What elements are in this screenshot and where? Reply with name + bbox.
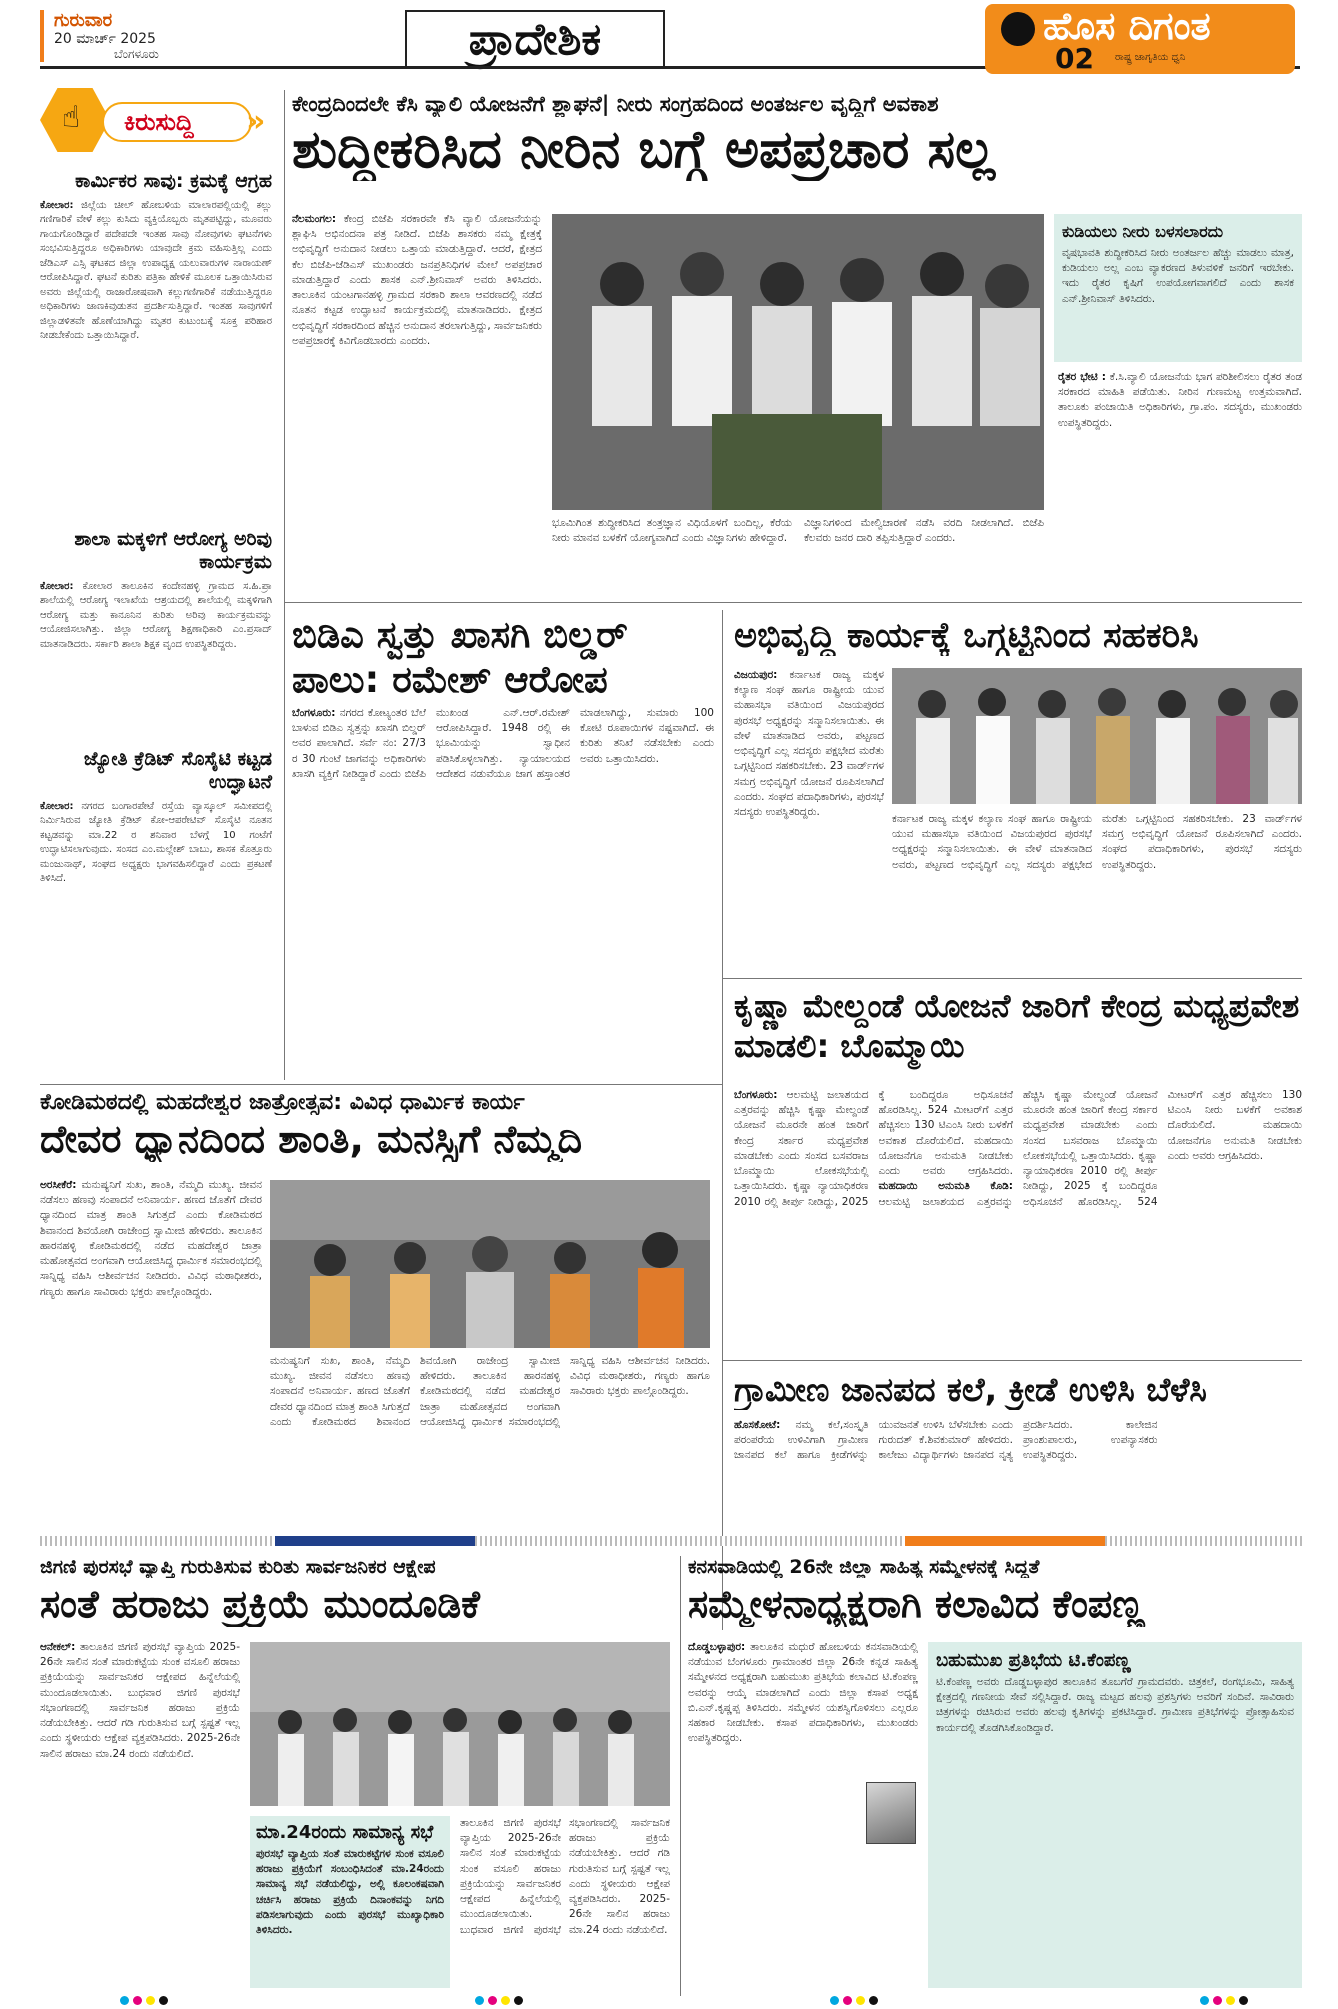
cooperation-text: ಕರ್ನಾಟಕ ರಾಜ್ಯ ಮಕ್ಕಳ ಕಲ್ಯಾಣ ಸಂಘ ಹಾಗೂ ರಾಷ್ಟ್ರೀಯ ಯುವ ಮಹಾಸಭಾ ವತಿಯಿಂದ ವಿಜಯಪುರದ ಪುರಸಭೆ ಅಧ್ಯಕ್ಷರನ್ನು ಸನ್ಮಾನಿಸಲಾಯಿತು. ಈ ವೇಳೆ ಮಾತನಾಡಿದ ಅವರು, ಪಟ್ಟಣದ ಅಭಿವೃದ್ಧಿಗೆ ಎಲ್ಲ ಸದಸ್ಯರು ಪಕ್ಷಭೇದ ಮರೆತು ಒಗ್ಗಟ್ಟಿನಿಂದ ಸಹಕರಿಸಬೇಕು. 23 ವಾರ್ಡ್‌ಗಳ ಸಮಗ್ರ ಅಭಿವೃದ್ಧಿಗೆ ಯೋಜನೆ ರೂಪಿಸಲಾಗಿದೆ ಎಂದರು. ಸಂಘದ ಪದಾಧಿಕಾರಿಗಳು, ಪುರಸಭೆ ಸದಸ್ಯರು ಉಪಸ್ಥಿತರಿದ್ದರು.	[734, 669, 884, 818]
sammelana-box-title: ಬಹುಮುಖ ಪ್ರತಿಭೆಯ ಟಿ.ಕೆಂಪಣ್ಣ	[936, 1650, 1131, 1671]
paper-tagline: ರಾಷ್ಟ್ರ ಜಾಗೃತಿಯ ಧ್ವನಿ	[1115, 52, 1186, 63]
mahadeshwara-dateline: ಅರಸೀಕೆರೆ:	[40, 1179, 77, 1191]
lead-headline: ಶುದ್ಧೀಕರಿಸಿದ ನೀರಿನ ಬಗ್ಗೆ ಅಪಪ್ರಚಾರ ಸಲ್ಲ	[292, 121, 996, 180]
cooperation-body	[734, 668, 884, 968]
sammelana-dateline: ದೊಡ್ಡಬಳ್ಳಾಪುರ:	[688, 1641, 746, 1653]
page-header	[0, 0, 1338, 75]
brief-text: ಜಿಲ್ಲೆಯ ಚೀಲ್ ಹೋಬಳಿಯ ಮಾಲಾರಪಲ್ಲಿಯಲ್ಲಿ ಕಲ್ಲು ಗಣಿಗಾರಿಕೆ ವೇಳೆ ಕಲ್ಲು ಕುಸಿದು ವ್ಯಕ್ತಿಯೊಬ್ಬರು ಮೃತಪಟ್ಟಿದ್ದು, ಮೂವರು ಗಾಯಗೊಂಡಿದ್ದಾರೆ ಪದೇಪದೇ ಇಂತಹ ಸಾವು ನೋವುಗಳು ಘಟನೆಗಳು ಸಂಭವಿಸುತ್ತಿದ್ದರೂ ಅಧಿಕಾರಿಗಳು ಯಾವುದೇ ಕ್ರಮ ವಹಿಸುತ್ತಿಲ್ಲ ಎಂದು ಜೆಡಿಎಸ್ ಎಸ್ಸಿ ಘಟಕದ ಜಿಲ್ಲಾ ಉಪಾಧ್ಯಕ್ಷ ಯಲುವಾರುಗಳ ನಾರಾಯಣ್ ಆರೋಪಿಸಿದ್ದಾರೆ. ಘಟನೆ ಕುರಿತು ಪತ್ರಿಕಾ ಹೇಳಿಕೆ ಮೂಲಕ ಒತ್ತಾಯಿಸಿರುವ ಅವರು ಜಿಲ್ಲೆಯಲ್ಲಿ ರಾಜಾರೋಷವಾಗಿ ಕಲ್ಲುಗಣಿಗಾರಿಕೆ ನಡೆಯುತ್ತಿದ್ದರೂ ಅಧಿಕಾರಿಗಳು ಜಾಣಕಿವುಡುತನ ಪ್ರದರ್ಶಿಸುತ್ತಿದ್ದಾರೆ. ಇಂತಹ ಸಾವುಗಳಿಗೆ ಜಿಲ್ಲಾಡಳಿತವೇ ಹೊಣೆಯಾಗಿದ್ದು ಮೃತರ ಕುಟುಂಬಕ್ಕೆ ಸೂಕ್ತ ಪರಿಹಾರ ನೀಡಬೇಕೆಂದು ಒತ್ತಾಯಿಸಿದ್ದಾರೆ.	[40, 199, 272, 342]
santhe-photo	[250, 1642, 670, 1806]
santhe-text: ತಾಲೂಕಿನ ಜಿಗಣಿ ಪುರಸಭೆ ವ್ಯಾಪ್ತಿಯ 2025-26ನೇ ಸಾಲಿನ ಸಂತೆ ಮಾರುಕಟ್ಟೆಯ ಸುಂಕ ವಸೂಲಿ ಹರಾಜು ಪ್ರಕ್ರಿಯೆಯನ್ನು ಸಾರ್ವಜನಿಕರ ಆಕ್ಷೇಪದ ಹಿನ್ನೆಲೆಯಲ್ಲಿ ಮುಂದೂಡಲಾಯಿತು. ಬುಧವಾರ ಜಿಗಣಿ ಪುರಸಭೆ ಸಭಾಂಗಣದಲ್ಲಿ ಸಾರ್ವಜನಿಕ ಹರಾಜು ಪ್ರಕ್ರಿಯೆ ನಡೆಯಬೇಕಿತ್ತು. ಆದರೆ ಗಡಿ ಗುರುತಿಸುವ ಬಗ್ಗೆ ಸ್ಪಷ್ಟತೆ ಇಲ್ಲ ಎಂದು ಸ್ಥಳೀಯರು ಆಕ್ಷೇಪ ವ್ಯಕ್ತಪಡಿಸಿದರು. 2025-26ನೇ ಸಾಲಿನ ಹರಾಜು ಮಾ.24 ರಂದು ನಡೆಯಲಿದೆ.	[40, 1641, 240, 1760]
lamp-logo-icon	[1001, 12, 1035, 46]
chevron-right-icon: »	[246, 104, 266, 139]
mahadeshwara-photo-figures	[270, 1180, 710, 1348]
krishna-body	[734, 1088, 1302, 1348]
brief-item	[40, 528, 272, 750]
brief-body	[40, 199, 272, 529]
mahadeshwara-headline: ದೇವರ ಧ್ಯಾನದಿಂದ ಶಾಂತಿ, ಮನಸ್ಸಿಗೆ ನೆಮ್ಮದಿ	[40, 1117, 583, 1161]
krishna-subhead: ಮಹದಾಯಿ ಅನುಮತಿ ಕೊಡಿ:	[878, 1180, 1013, 1193]
paper-name: ಹೊಸ ದಿಗಂತ	[1043, 4, 1211, 48]
lead-photo	[552, 214, 1044, 510]
brief-dateline: ಕೋಲಾರ:	[40, 199, 74, 211]
lead-body-col3	[804, 516, 1044, 592]
blue-accent-bar	[275, 1536, 475, 1546]
mahadeshwara-text: ಮನುಷ್ಯನಿಗೆ ಸುಖ, ಶಾಂತಿ, ನೆಮ್ಮದಿ ಮುಖ್ಯ. ಜೀವನ ನಡೆಸಲು ಹಣವು ಸಂಪಾದನೆ ಅನಿವಾರ್ಯ. ಹಣದ ಜೊತೆಗೆ ದೇವರ ಧ್ಯಾನದಿಂದ ಮಾತ್ರ ಶಾಂತಿ ಸಿಗುತ್ತದೆ ಎಂದು ಕೋಡಿಮಠದ ಶಿವಾನಂದ ಶಿವಯೋಗಿ ರಾಜೇಂದ್ರ ಸ್ವಾಮೀಜಿ ಹೇಳಿದರು. ತಾಲೂಕಿನ ಹಾರನಹಳ್ಳಿ ಕೋಡಿಮಠದಲ್ಲಿ ನಡೆದ ಮಹದೇಶ್ವರ ಜಾತ್ರಾ ಮಹೋತ್ಸವದ ಅಂಗವಾಗಿ ಆಯೋಜಿಸಿದ್ದ ಧಾರ್ಮಿಕ ಸಮಾರಂಭದಲ್ಲಿ ಸಾನ್ನಿಧ್ಯ ವಹಿಸಿ ಆಶೀರ್ವಚನ ನೀಡಿದರು. ವಿವಿಧ ಮಠಾಧೀಶರು, ಗಣ್ಯರು ಹಾಗೂ ಸಾವಿರಾರು ಭಕ್ತರು ಪಾಲ್ಗೊಂಡಿದ್ದರು.	[40, 1179, 262, 1298]
section-divider	[284, 1084, 722, 1085]
brief-dateline: ಕೋಲಾರ:	[40, 580, 74, 592]
lead-subhead: ರೈತರ ಭೇಟಿ :	[1058, 371, 1106, 383]
brief-headline: ಶಾಲಾ ಮಕ್ಕಳಿಗೆ ಆರೋಗ್ಯ ಅರಿವು ಕಾರ್ಯಕ್ರಮ	[74, 528, 272, 573]
registration-marks	[830, 1996, 878, 2005]
sammelana-headline: ಸಮ್ಮೇಳನಾಧ್ಯಕ್ಷರಾಗಿ ಕಲಾವಿದ ಕೆಂಪಣ್ಣ	[688, 1582, 1145, 1626]
mahadeshwara-story	[40, 1090, 720, 1162]
column-divider	[284, 90, 285, 1080]
santhe-body-cont	[460, 1816, 670, 1988]
santhe-headline: ಸಂತೆ ಹರಾಜು ಪ್ರಕ್ರಿಯೆ ಮುಂದೂಡಿಕೆ	[40, 1582, 480, 1626]
lead-box-text: ವೃಷಭಾವತಿ ಶುದ್ಧೀಕರಿಸಿದ ನೀರು ಅಂತರ್ಜಲ ಹೆಚ್ಚು ಮಾಡಲು ಮಾತ್ರ, ಕುಡಿಯಲು ಅಲ್ಲ ಎಂಬ ವ್ಯಾಕರಣದ ತಿಳುವಳಿಕೆ ಜನರಿಗೆ ಇರಬೇಕು. ಇದು ರೈತರ ಕೃಷಿಗೆ ಉಪಯೋಗವಾಗಲಿದೆ ಎಂದು ಶಾಸಕ ಎನ್.ಶ್ರೀನಿವಾಸ್ ತಿಳಿಸಿದರು.	[1062, 247, 1294, 305]
cooperation-body-cont	[892, 812, 1302, 968]
folk-dateline: ಹೊಸಕೋಟೆ:	[734, 1419, 781, 1431]
kiru-suddi-column	[40, 88, 278, 1088]
lead-side-box	[1054, 214, 1302, 362]
section-separator-bar	[40, 1536, 1302, 1546]
santhe-kicker: ಜಿಗಣಿ ಪುರಸಭೆ ವ್ಯಾಪ್ತಿ ಗುರುತಿಸುವ ಕುರಿತು ಸಾರ್ವಜನಿಕರ ಆಕ್ಷೇಪ	[40, 1556, 436, 1578]
folk-text: ನಮ್ಮ ಕಲೆ,ಸಂಸ್ಕೃತಿ ಪರಂಪರೆಯ ಉಳಿವಿಗಾಗಿ ಗ್ರಾಮೀಣ ಜಾನಪದ ಕಲೆ ಹಾಗೂ ಕ್ರೀಡೆಗಳನ್ನು ಯುವಜನತೆ ಉಳಿಸಿ ಬೆಳೆಸಬೇಕು ಎಂದು ಗುರುದತ್ ಕೆ.ಶಿವಕುಮಾರ್ ಹೇಳಿದರು. ಕಾಲೇಜು ವಿದ್ಯಾರ್ಥಿಗಳು ಜಾನಪದ ನೃತ್ಯ ಪ್ರದರ್ಶಿಸಿದರು. ಕಾಲೇಜಿನ ಪ್ರಾಂಶುಪಾಲರು, ಉಪನ್ಯಾಸಕರು ಉಪಸ್ಥಿತರಿದ್ದರು.	[734, 1419, 1158, 1462]
bda-story	[292, 612, 712, 702]
lead-body-col1	[292, 212, 542, 592]
folk-headline: ಗ್ರಾಮೀಣ ಜಾನಪದ ಕಲೆ, ಕ್ರೀಡೆ ಉಳಿಸಿ ಬೆಳೆಸಿ	[734, 1370, 1207, 1409]
santhe-body	[40, 1640, 240, 1990]
santhe-text-cont: ತಾಲೂಕಿನ ಜಿಗಣಿ ಪುರಸಭೆ ವ್ಯಾಪ್ತಿಯ 2025-26ನೇ ಸಾಲಿನ ಸಂತೆ ಮಾರುಕಟ್ಟೆಯ ಸುಂಕ ವಸೂಲಿ ಹರಾಜು ಪ್ರಕ್ರಿಯೆಯನ್ನು ಸಾರ್ವಜನಿಕರ ಆಕ್ಷೇಪದ ಹಿನ್ನೆಲೆಯಲ್ಲಿ ಮುಂದೂಡಲಾಯಿತು. ಬುಧವಾರ ಜಿಗಣಿ ಪುರಸಭೆ ಸಭಾಂಗಣದಲ್ಲಿ ಸಾರ್ವಜನಿಕ ಹರಾಜು ಪ್ರಕ್ರಿಯೆ ನಡೆಯಬೇಕಿತ್ತು. ಆದರೆ ಗಡಿ ಗುರುತಿಸುವ ಬಗ್ಗೆ ಸ್ಪಷ್ಟತೆ ಇಲ್ಲ ಎಂದು ಸ್ಥಳೀಯರು ಆಕ್ಷೇಪ ವ್ಯಕ್ತಪಡಿಸಿದರು. 2025-26ನೇ ಸಾಲಿನ ಹರಾಜು ಮಾ.24 ರಂದು ನಡೆಯಲಿದೆ.	[460, 1817, 670, 1936]
santhe-box-text: ಪುರಸಭೆ ವ್ಯಾಪ್ತಿಯ ಸಂತೆ ಮಾರುಕಟ್ಟೆಗಳ ಸುಂಕ ವಸೂಲಿ ಹರಾಜು ಪ್ರಕ್ರಿಯೆಗೆ ಸಂಬಂಧಿಸಿದಂತೆ ಮಾ.24ರಂದು ಸಾಮಾನ್ಯ ಸಭೆ ನಡೆಯಲಿದ್ದು, ಅಲ್ಲಿ ಕೂಲಂಕಷವಾಗಿ ಚರ್ಚಿಸಿ ಹರಾಜು ಪ್ರಕ್ರಿಯೆ ದಿನಾಂಕವನ್ನು ನಿಗದಿ ಪಡಿಸಲಾಗುವುದು ಎಂದು ಪುರಸಭೆ ಮುಖ್ಯಾಧಿಕಾರಿ ತಿಳಿಸಿದರು.	[256, 1848, 444, 1937]
krishna-headline: ಕೃಷ್ಣಾ ಮೇಲ್ದಂಡೆ ಯೋಜನೆ ಜಾರಿಗೆ ಕೇಂದ್ರ ಮಧ್ಯಪ್ರವೇಶ ಮಾಡಲಿ: ಬೊಮ್ಮಾಯಿ	[734, 987, 1300, 1065]
mahadeshwara-body	[40, 1178, 262, 1538]
hand-pointer-icon: ☝	[62, 100, 81, 135]
registration-marks	[475, 1996, 523, 2005]
kiru-suddi-badge	[40, 88, 270, 158]
cooperation-text-cont: ಕರ್ನಾಟಕ ರಾಜ್ಯ ಮಕ್ಕಳ ಕಲ್ಯಾಣ ಸಂಘ ಹಾಗೂ ರಾಷ್ಟ್ರೀಯ ಯುವ ಮಹಾಸಭಾ ವತಿಯಿಂದ ವಿಜಯಪುರದ ಪುರಸಭೆ ಅಧ್ಯಕ್ಷರನ್ನು ಸನ್ಮಾನಿಸಲಾಯಿತು. ಈ ವೇಳೆ ಮಾತನಾಡಿದ ಅವರು, ಪಟ್ಟಣದ ಅಭಿವೃದ್ಧಿಗೆ ಎಲ್ಲ ಸದಸ್ಯರು ಪಕ್ಷಭೇದ ಮರೆತು ಒಗ್ಗಟ್ಟಿನಿಂದ ಸಹಕರಿಸಬೇಕು. 23 ವಾರ್ಡ್‌ಗಳ ಸಮಗ್ರ ಅಭಿವೃದ್ಧಿಗೆ ಯೋಜನೆ ರೂಪಿಸಲಾಗಿದೆ ಎಂದರು. ಸಂಘದ ಪದಾಧಿಕಾರಿಗಳು, ಪುರಸಭೆ ಸದಸ್ಯರು ಉಪಸ್ಥಿತರಿದ್ದರು.	[892, 813, 1302, 871]
brief-dateline: ಕೋಲಾರ:	[40, 800, 74, 812]
sammelana-kicker: ಕನಸವಾಡಿಯಲ್ಲಿ 26ನೇ ಜಿಲ್ಲಾ ಸಾಹಿತ್ಯ ಸಮ್ಮೇಳನಕ್ಕೆ ಸಿದ್ಧತೆ	[688, 1556, 1040, 1578]
sammelana-box-text: ಟಿ.ಕೆಂಪಣ್ಣ ಅವರು ದೊಡ್ಡಬಳ್ಳಾಪುರ ತಾಲೂಕಿನ ತೂಬಗೆರೆ ಗ್ರಾಮದವರು. ಚಿತ್ರಕಲೆ, ರಂಗಭೂಮಿ, ಸಾಹಿತ್ಯ ಕ್ಷೇತ್ರದಲ್ಲಿ ಗಣನೀಯ ಸೇವೆ ಸಲ್ಲಿಸಿದ್ದಾರೆ. ರಾಜ್ಯ ಮಟ್ಟದ ಹಲವು ಪ್ರಶಸ್ತಿಗಳು ಅವರಿಗೆ ಸಂದಿವೆ. ಸಾವಿರಾರು ಚಿತ್ರಗಳನ್ನು ರಚಿಸಿರುವ ಅವರು ಹಲವು ಕೃತಿಗಳನ್ನು ಪ್ರಕಟಿಸಿದ್ದಾರೆ. ಗ್ರಾಮೀಣ ಪ್ರತಿಭೆಗಳನ್ನು ಪ್ರೋತ್ಸಾಹಿಸುವ ಕಾರ್ಯದಲ್ಲಿ ತೊಡಗಿಸಿಕೊಂಡಿದ್ದಾರೆ.	[936, 1676, 1294, 1734]
brief-text: ಕೋಲಾರ ತಾಲೂಕಿನ ಕಂದೇನಹಳ್ಳಿ ಗ್ರಾಮದ ಸ.ಹಿ.ಪ್ರಾ ಶಾಲೆಯಲ್ಲಿ ಆರೋಗ್ಯ ಇಲಾಖೆಯ ಆಶ್ರಯದಲ್ಲಿ ಶಾಲೆಯಲ್ಲಿ ಮಕ್ಕಳಿಗಾಗಿ ಆರೋಗ್ಯ ಮತ್ತು ಕಾನೂನಿನ ಕುರಿತು ಅರಿವು ಕಾರ್ಯಕ್ರಮವನ್ನು ಆಯೋಜಿಸಲಾಗಿತ್ತು. ಜಿಲ್ಲಾ ಆರೋಗ್ಯ ಶಿಕ್ಷಣಾಧಿಕಾರಿ ಎಂ.ಪ್ರಸಾದ್ ಮಾತನಾಡಿದರು. ಸರ್ಕಾರಿ ಶಾಲಾ ಶಿಕ್ಷಕ ವೃಂದ ಉಪಸ್ಥಿತರಿದ್ದರು.	[40, 580, 272, 650]
section-divider	[722, 978, 1302, 979]
brief-headline: ಕಾರ್ಮಿಕರ ಸಾವು: ಕ್ರಮಕ್ಕೆ ಆಗ್ರಹ	[75, 170, 272, 192]
brief-body	[40, 800, 272, 1090]
masthead	[985, 4, 1295, 74]
mahadeshwara-text-cont: ಮನುಷ್ಯನಿಗೆ ಸುಖ, ಶಾಂತಿ, ನೆಮ್ಮದಿ ಮುಖ್ಯ. ಜೀವನ ನಡೆಸಲು ಹಣವು ಸಂಪಾದನೆ ಅನಿವಾರ್ಯ. ಹಣದ ಜೊತೆಗೆ ದೇವರ ಧ್ಯಾನದಿಂದ ಮಾತ್ರ ಶಾಂತಿ ಸಿಗುತ್ತದೆ ಎಂದು ಕೋಡಿಮಠದ ಶಿವಾನಂದ ಶಿವಯೋಗಿ ರಾಜೇಂದ್ರ ಸ್ವಾಮೀಜಿ ಹೇಳಿದರು. ತಾಲೂಕಿನ ಹಾರನಹಳ್ಳಿ ಕೋಡಿಮಠದಲ್ಲಿ ನಡೆದ ಮಹದೇಶ್ವರ ಜಾತ್ರಾ ಮಹೋತ್ಸವದ ಅಂಗವಾಗಿ ಆಯೋಜಿಸಿದ್ದ ಧಾರ್ಮಿಕ ಸಮಾರಂಭದಲ್ಲಿ ಸಾನ್ನಿಧ್ಯ ವಹಿಸಿ ಆಶೀರ್ವಚನ ನೀಡಿದರು. ವಿವಿಧ ಮಠಾಧೀಶರು, ಗಣ್ಯರು ಹಾಗೂ ಸಾವಿರಾರು ಭಕ್ತರು ಪಾಲ್ಗೊಂಡಿದ್ದರು.	[270, 1355, 710, 1428]
lead-box-title: ಕುಡಿಯಲು ನೀರು ಬಳಸಲಾರದು	[1062, 222, 1224, 241]
kiru-pill	[102, 102, 252, 142]
sammelana-text: ತಾಲೂಕಿನ ಮಧುರೆ ಹೋಬಳಿಯ ಕನಸವಾಡಿಯಲ್ಲಿ ನಡೆಯುವ ಬೆಂಗಳೂರು ಗ್ರಾಮಾಂತರ ಜಿಲ್ಲಾ 26ನೇ ಕನ್ನಡ ಸಾಹಿತ್ಯ ಸಮ್ಮೇಳನದ ಅಧ್ಯಕ್ಷರಾಗಿ ಬಹುಮುಖ ಪ್ರತಿಭೆಯ ಕಲಾವಿದ ಟಿ.ಕೆಂಪಣ್ಣ ಅವರನ್ನು ಆಯ್ಕೆ ಮಾಡಲಾಗಿದೆ ಎಂದು ಜಿಲ್ಲಾ ಕಸಾಪ ಅಧ್ಯಕ್ಷ ಬಿ.ಎನ್.ಕೃಷ್ಣಪ್ಪ ತಿಳಿಸಿದರು. ಸಮ್ಮೇಳನ ಯಶಸ್ವಿಗೊಳಿಸಲು ಎಲ್ಲರೂ ಸಹಕಾರ ನೀಡಬೇಕು. ಕಸಾಪ ಪದಾಧಿಕಾರಿಗಳು, ಮುಖಂಡರು ಉಪಸ್ಥಿತರಿದ್ದರು.	[688, 1641, 918, 1745]
santhe-box-title: ಮಾ.24ರಂದು ಸಾಮಾನ್ಯ ಸಭೆ	[256, 1822, 434, 1843]
bda-text: ನಗರದ ಕೋಟ್ಯಂತರ ಬೆಲೆ ಬಾಳುವ ಬಿಡಿಎ ಸ್ವತ್ತನ್ನು ಖಾಸಗಿ ಬಿಲ್ಡರ್ ಅವರ ಪಾಲಾಗಿದೆ. ಸರ್ವೆ ನಂ: 27/3 ರ 30 ಗುಂಟೆ ಜಾಗವನ್ನು ಅಧಿಕಾರಿಗಳು ಖಾಸಗಿ ವ್ಯಕ್ತಿಗೆ ನೀಡಿದ್ದಾರೆ ಎಂದು ಬಿಜೆಪಿ ಮುಖಂಡ ಎನ್.ಆರ್.ರಮೇಶ್ ಆರೋಪಿಸಿದ್ದಾರೆ. 1948 ರಲ್ಲಿ ಈ ಭೂಮಿಯನ್ನು ಸ್ವಾಧೀನ ಪಡಿಸಿಕೊಳ್ಳಲಾಗಿತ್ತು. ನ್ಯಾಯಾಲಯದ ಆದೇಶದ ನಡುವೆಯೂ ಜಾಗ ಹಸ್ತಾಂತರ ಮಾಡಲಾಗಿದ್ದು, ಸುಮಾರು 100 ಕೋಟಿ ರೂಪಾಯಿಗಳ ನಷ್ಟವಾಗಿದೆ. ಈ ಕುರಿತು ತನಿಖೆ ನಡೆಸಬೇಕು ಎಂದು ಅವರು ಒತ್ತಾಯಿಸಿದರು.	[292, 707, 714, 780]
brief-body	[40, 580, 272, 750]
brief-text: ನಗರದ ಬಂಗಾರಪೇಟೆ ರಸ್ತೆಯ ವ್ಯಾಸ್ಕೂಲ್‌ ಸಮೀಪದಲ್ಲಿ ನಿರ್ಮಿಸಿರುವ ಜ್ಯೋತಿ ಕ್ರೆಡಿಟ್ ಕೋ-ಆಪರೇಟಿವ್ ಸೊಸೈಟಿ ನೂತನ ಕಟ್ಟಡವನ್ನು ಮಾ.22 ರ ಶನಿವಾರ ಬೆಳಗ್ಗೆ 10 ಗಂಟೆಗೆ ಉದ್ಘಾಟಿಸಲಾಗುವುದು. ಸಂಸದ ಎಂ.ಮಲ್ಲೇಶ್ ಬಾಬು, ಶಾಸಕ ಕೊತ್ತೂರು ಮಂಜುನಾಥ್, ಸಂಘದ ಅಧ್ಯಕ್ಷರು ಭಾಗವಹಿಸಲಿದ್ದಾರೆ ಎಂದು ಪ್ರಕಟಣೆ ತಿಳಿಸಿದೆ.	[40, 800, 272, 885]
section-divider	[40, 1084, 284, 1085]
section-title: ಪ್ರಾದೇಶಿಕ	[468, 13, 602, 65]
santhe-dateline: ಆನೇಕಲ್:	[40, 1641, 76, 1653]
krishna-text-2: ಆಲಮಟ್ಟಿ ಜಲಾಶಯದ ಎತ್ತರವನ್ನು ಹೆಚ್ಚಿಸಿ ಕೃಷ್ಣಾ ಮೇಲ್ದಂಡೆ ಯೋಜನೆ ಮೂರನೇ ಹಂತ ಜಾರಿಗೆ ಕೇಂದ್ರ ಸರ್ಕಾರ ಮಧ್ಯಪ್ರವೇಶ ಮಾಡಬೇಕು ಎಂದು ಸಂಸದ ಬಸವರಾಜ ಬೊಮ್ಮಾಯಿ ಲೋಕಸಭೆಯಲ್ಲಿ ಒತ್ತಾಯಿಸಿದರು. ಕೃಷ್ಣಾ ನ್ಯಾಯಾಧಿಕರಣ 2010 ರಲ್ಲಿ ತೀರ್ಪು ನೀಡಿದ್ದು, 2025 ಕ್ಕೆ ಬಂದಿದ್ದರೂ ಅಧಿಸೂಚನೆ ಹೊರಡಿಸಿಲ್ಲ. 524 ಮೀಟರ್‌ಗೆ ಎತ್ತರ ಹೆಚ್ಚಿಸಲು 130 ಟಿಎಂಸಿ ನೀರು ಬಳಕೆಗೆ ಅವಕಾಶ ದೊರೆಯಲಿದೆ. ಮಹದಾಯಿ ಯೋಜನೆಗೂ ಅನುಮತಿ ನೀಡಬೇಕು ಎಂದು ಅವರು ಆಗ್ರಹಿಸಿದರು.	[878, 1089, 1302, 1208]
column-divider	[722, 610, 723, 1630]
lead-box-below-text: ಕೆ.ಸಿ.ವ್ಯಾಲಿ ಯೋಜನೆಯ ಭಾಗ ಪರಿಶೀಲಿಸಲು ರೈತರ ತಂಡ ಸರಕಾರದ ಮಾಹಿತಿ ಪಡೆಯಿತು. ನೀರಿನ ಗುಣಮಟ್ಟ ಉತ್ತಮವಾಗಿದೆ. ತಾಲೂಕು ಪಂಚಾಯಿತಿ ಅಧಿಕಾರಿಗಳು, ಗ್ರಾ.ಪಂ. ಸದಸ್ಯರು, ಮುಖಂಡರು ಉಪಸ್ಥಿತರಿದ್ದರು.	[1058, 371, 1302, 429]
lead-text-right: ವಿಜ್ಞಾನಿಗಳಿಂದ ಮೇಲ್ವಿಚಾರಣೆ ನಡೆಸಿ ವರದಿ ನೀಡಲಾಗಿದೆ. ಬಿಜೆಪಿ ಕೆಲವರು ಜನರ ದಾರಿ ತಪ್ಪಿಸುತ್ತಿದ್ದಾರೆ ಎಂದರು.	[804, 517, 1044, 545]
author-portrait	[866, 1782, 916, 1844]
cooperation-headline: ಅಭಿವೃದ್ಧಿ ಕಾರ್ಯಕ್ಕೆ ಒಗ್ಗಟ್ಟಿನಿಂದ ಸಹಕರಿಸಿ	[734, 616, 1199, 656]
issue-day: ಗುರುವಾರ	[54, 10, 113, 31]
orange-accent-bar	[905, 1536, 1105, 1546]
date-block	[40, 10, 240, 62]
kiru-suddi-label: ಕಿರುಸುದ್ದಿ	[124, 108, 194, 136]
section-divider	[284, 602, 1302, 603]
lead-dateline: ನೆಲಮಂಗಲ:	[292, 213, 337, 225]
lead-photo-figures	[552, 214, 1044, 510]
santhe-photo-figures	[250, 1642, 670, 1806]
section-divider	[722, 1360, 1302, 1361]
section-tab	[405, 10, 665, 66]
sammelana-box	[928, 1642, 1302, 1988]
lead-body-col2	[552, 516, 792, 592]
folk-body	[734, 1418, 1302, 1538]
santhe-box	[250, 1816, 450, 1988]
page-number: 02	[1055, 42, 1094, 75]
cooperation-dateline: ವಿಜಯಪುರ:	[734, 669, 778, 681]
brief-item	[40, 748, 272, 1090]
column-divider	[680, 1556, 681, 1996]
krishna-dateline: ಬೆಂಗಳೂರು:	[734, 1089, 778, 1101]
registration-marks	[1200, 1996, 1248, 2005]
brief-headline: ಜ್ಯೋತಿ ಕ್ರೆಡಿಟ್ ಸೊಸೈಟಿ ಕಟ್ಟಡ ಉದ್ಘಾಟನೆ	[83, 748, 272, 793]
brief-item	[40, 170, 272, 529]
sammelana-story	[688, 1556, 1302, 1627]
lead-story	[292, 92, 1302, 181]
cooperation-photo-figures	[892, 668, 1302, 804]
issue-city: ಬೆಂಗಳೂರು	[114, 47, 159, 61]
cooperation-photo	[892, 668, 1302, 804]
registration-marks	[120, 1996, 168, 2005]
mahadeshwara-kicker: ಕೋಡಿಮಠದಲ್ಲಿ ಮಹದೇಶ್ವರ ಜಾತ್ರೋತ್ಸವ: ವಿವಿಧ ಧಾರ್ಮಿಕ ಕಾರ್ಯ	[40, 1090, 525, 1115]
mahadeshwara-photo	[270, 1180, 710, 1348]
lead-text-mid: ಭೂಮಿಗಿಂತ ಶುದ್ಧೀಕರಿಸಿದ ತಂತ್ರಜ್ಞಾನ ವಿಧಿಯೊಳಗೆ ಬಂದಿಲ್ಲ, ಕೆರೆಯ ನೀರು ಮಾನವ ಬಳಕೆಗೆ ಯೋಗ್ಯವಾಗಿದೆ ಎಂದು ವಿಜ್ಞಾನಿಗಳು ಹೇಳಿದ್ದಾರೆ.	[552, 517, 792, 545]
santhe-story	[40, 1556, 676, 1627]
krishna-text: ಆಲಮಟ್ಟಿ ಜಲಾಶಯದ ಎತ್ತರವನ್ನು ಹೆಚ್ಚಿಸಿ ಕೃಷ್ಣಾ ಮೇಲ್ದಂಡೆ ಯೋಜನೆ ಮೂರನೇ ಹಂತ ಜಾರಿಗೆ ಕೇಂದ್ರ ಸರ್ಕಾರ ಮಧ್ಯಪ್ರವೇಶ ಮಾಡಬೇಕು ಎಂದು ಸಂಸದ ಬಸವರಾಜ ಬೊಮ್ಮಾಯಿ ಲೋಕಸಭೆಯಲ್ಲಿ ಒತ್ತಾಯಿಸಿದರು. ಕೃಷ್ಣಾ ನ್ಯಾಯಾಧಿಕರಣ 2010 ರಲ್ಲಿ ತೀರ್ಪು ನೀಡಿದ್ದು, 2025 ಕ್ಕೆ ಬಂದಿದ್ದರೂ ಅಧಿಸೂಚನೆ ಹೊರಡಿಸಿಲ್ಲ. 524 ಮೀಟರ್‌ಗೆ ಎತ್ತರ ಹೆಚ್ಚಿಸಲು 130 ಟಿಎಂಸಿ ನೀರು ಬಳಕೆಗೆ ಅವಕಾಶ ದೊರೆಯಲಿದೆ. ಮಹದಾಯಿ ಯೋಜನೆಗೂ ಅನುಮತಿ ನೀಡಬೇಕು ಎಂದು ಅವರು ಆಗ್ರಹಿಸಿದರು.	[734, 1089, 1013, 1208]
mahadeshwara-body-cont	[270, 1354, 710, 1540]
bda-body	[292, 706, 714, 1076]
lead-kicker: ಕೇಂದ್ರದಿಂದಲೇ ಕೆಸಿ ವ್ಯಾಲಿ ಯೋಜನೆಗೆ ಶ್ಲಾಘನೆ| ನೀರು ಸಂಗ್ರಹದಿಂದ ಅಂತರ್ಜಲ ವೃದ್ಧಿಗೆ ಅವಕಾಶ	[292, 92, 939, 116]
lead-box-below	[1058, 370, 1302, 592]
lead-text: ಕೇಂದ್ರ ಬಿಜೆಪಿ ಸರಕಾರವೇ ಕೆಸಿ ವ್ಯಾಲಿ ಯೋಜನೆಯನ್ನು ಶ್ಲಾಘಿಸಿ ಅಭಿನಂದನಾ ಪತ್ರ ನೀಡಿದೆ. ಬಿಜೆಪಿ ಶಾಸಕರು ನಮ್ಮ ಕ್ಷೇತ್ರಕ್ಕೆ ಅಭಿವೃದ್ಧಿಗೆ ಅನುದಾನ ನೀಡಲು ಒತ್ತಾಯ ಮಾಡುತ್ತಿದ್ದಾರೆ. ಆದರೆ, ಕ್ಷೇತ್ರದ ಕೆಲ ಬಿಜೆಪಿ-ಜೆಡಿಎಸ್ ಮುಖಂಡರು ಜನಪ್ರತಿನಿಧಿಗಳ ಮೇಲೆ ಅಪಪ್ರಚಾರ ಮಾಡುತ್ತಿದ್ದಾರೆ ಎಂದು ಶಾಸಕ ಎನ್.ಶ್ರೀನಿವಾಸ್ ಅವರು ತಿಳಿಸಿದರು. ತಾಲೂಕಿನ ಯಂಟಗಾನಹಳ್ಳಿ ಗ್ರಾಮದ ಸರಕಾರಿ ಶಾಲಾ ಆವರಣದಲ್ಲಿ ನಡೆದ ನೂತನ ಕಟ್ಟಡ ಉದ್ಘಾಟನೆ ಕಾರ್ಯಕ್ರಮದಲ್ಲಿ ಮಾತನಾಡಿದರು. ಕ್ಷೇತ್ರದ ಅಭಿವೃದ್ಧಿಗೆ ಸರಕಾರದಿಂದ ಹೆಚ್ಚಿನ ಅನುದಾನ ತರಲಾಗುತ್ತಿದ್ದು, ಸಾರ್ವಜನಿಕರು ಅಪಪ್ರಚಾರಕ್ಕೆ ಕಿವಿಗೊಡಬಾರದು ಎಂದರು.	[292, 213, 542, 347]
bda-headline: ಬಿಡಿಎ ಸ್ವತ್ತು ಖಾಸಗಿ ಬಿಲ್ಡರ್ ಪಾಲು: ರಮೇಶ್ ಆರೋಪ	[292, 613, 628, 702]
bda-dateline: ಬೆಂಗಳೂರು:	[292, 707, 336, 719]
issue-date: 20 ಮಾರ್ಚ್ 2025	[54, 31, 156, 47]
